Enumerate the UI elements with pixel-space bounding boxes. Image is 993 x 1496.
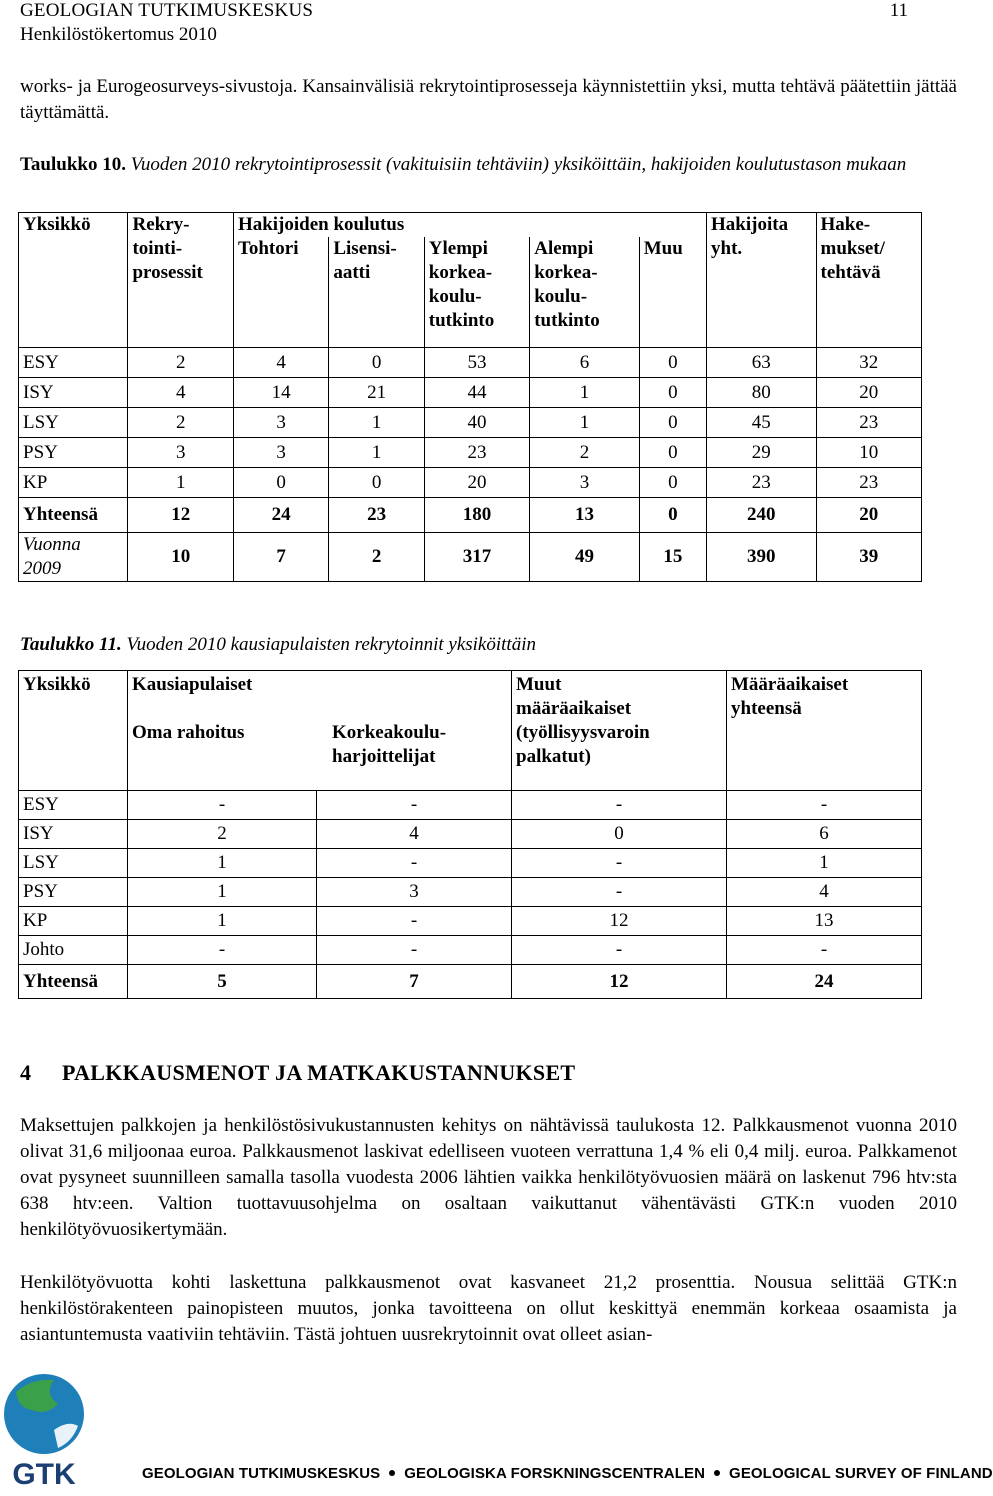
t11-header-own-funding: Oma rahoitus (132, 722, 245, 743)
t10-cell-value: 1 (329, 437, 424, 467)
t11-cell-value: 1 (128, 878, 317, 907)
t10-cell-value: 2 (329, 532, 424, 581)
table11 (18, 670, 922, 999)
intro-paragraph: works- ja Eurogeosurveys-sivustoja. Kansainvälisiä rekrytointiprosesseja käynnistettiin yksi, mutta tehtävä päätettiin jättää täyttämättä. (20, 76, 957, 123)
t11-cell-value: - (128, 791, 317, 820)
t10-cell-value: 20 (816, 377, 922, 407)
t11-cell-value: - (512, 878, 727, 907)
t10-cell-value: 24 (233, 497, 328, 532)
t11-cell-value: - (512, 936, 727, 965)
t11-cell-value: - (727, 791, 922, 820)
section-number: 4 (20, 1060, 32, 1085)
t11-cell-value: - (317, 849, 512, 878)
t10-cell-value: 10 (128, 532, 233, 581)
t10-header-total-applicants: Hakijoita yht. (707, 213, 816, 348)
t10-cell-value: 0 (233, 467, 328, 497)
t10-cell-value: 2 (128, 347, 233, 377)
t11-cell-value: 12 (512, 907, 727, 936)
t10-header-doctor: Tohtori (233, 237, 328, 347)
t10-cell-value: 0 (639, 377, 706, 407)
t11-cell-value: 24 (727, 965, 922, 999)
t10-cell-value: 0 (639, 467, 706, 497)
t10-cell-unit: KP (19, 467, 128, 497)
t10-cell-value: 1 (329, 407, 424, 437)
t10-cell-value: 180 (424, 497, 529, 532)
t11-header-interns: Korkeakoulu- harjoittelijat (332, 722, 447, 767)
t11-cell-value: 12 (512, 965, 727, 999)
t10-cell-unit: Yhteensä (19, 497, 128, 532)
t10-cell-value: 0 (639, 347, 706, 377)
t10-cell-value: 45 (707, 407, 816, 437)
t10-cell-value: 44 (424, 377, 529, 407)
t10-cell-value: 53 (424, 347, 529, 377)
t10-cell-value: 4 (128, 377, 233, 407)
t11-header-unit: Yksikkö (19, 671, 128, 791)
footer-name-sv: GEOLOGISKA FORSKNINGSCENTRALEN (404, 1465, 706, 1482)
t10-cell-value: 39 (816, 532, 922, 581)
t11-cell-value: - (317, 791, 512, 820)
t11-cell-value: - (317, 936, 512, 965)
t11-cell-unit: Johto (19, 936, 128, 965)
t10-cell-value: 0 (639, 497, 706, 532)
footer-org-names (142, 1465, 993, 1482)
header-org: GEOLOGIAN TUTKIMUSKESKUS (20, 0, 314, 21)
table10 (18, 212, 922, 582)
t10-cell-value: 80 (707, 377, 816, 407)
t10-cell-value: 4 (233, 347, 328, 377)
t11-row (19, 820, 922, 849)
t11-cell-value: 3 (317, 878, 512, 907)
t10-cell-value: 0 (639, 437, 706, 467)
t10-cell-value: 2 (128, 407, 233, 437)
footer-bullet (389, 1470, 395, 1476)
table10-caption (20, 152, 957, 178)
footer-name-en: GEOLOGICAL SURVEY OF FINLAND (729, 1465, 993, 1482)
t10-cell-value: 15 (639, 532, 706, 581)
t11-row (19, 849, 922, 878)
t10-cell-value: 3 (233, 437, 328, 467)
t11-cell-unit: Yhteensä (19, 965, 128, 999)
t10-cell-value: 3 (128, 437, 233, 467)
t11-cell-value: 1 (128, 907, 317, 936)
t11-total-row (19, 965, 922, 999)
t10-cell-value: 1 (530, 407, 639, 437)
t10-header-higher-degree: Ylempi korkea- koulu- tutkinto (424, 237, 529, 347)
t11-cell-value: 4 (317, 820, 512, 849)
t11-cell-value: 7 (317, 965, 512, 999)
t11-header-fixed-term-total: Määräaikaiset yhteensä (727, 671, 922, 791)
t10-header-other: Muu (639, 237, 706, 347)
table10-caption-text: Vuoden 2010 rekrytointiprosessit (vakituisiin tehtäviin) yksiköittäin, hakijoiden koulutustason mukaan (130, 154, 907, 175)
t10-cell-value: 63 (707, 347, 816, 377)
body-paragraph-1: Maksettujen palkkojen ja henkilöstösivukustannusten kehitys on nähtävissä taulukosta 12. Palkkausmenot vuonna 2010 olivat 31,6 miljoonaa euroa. Palkkausmenot laskivat edelliseen vuoteen verrattuna 1,4 % eli 0,4 milj. euroa. Palkkamenot ovat pysyneet suunnilleen samalla tasolla vuodesta 2006 lähtien vaikka henkilötyövuosien määrä on laskenut 796 htv:sta 638 htv:een. Valtion tuottavuusohjelma on osaltaan vaikuttanut vähentävästi GTK:n vuoden 2010 henkilötyövuosikertymään. (20, 1115, 957, 1240)
t10-cell-value: 10 (816, 437, 922, 467)
t10-header-applications-per-post: Hake- mukset/ tehtävä (816, 213, 922, 348)
t11-row (19, 791, 922, 820)
t10-header-education: Hakijoiden koulutus (233, 213, 706, 238)
t10-header-licentiate: Lisensi- aatti (329, 237, 424, 347)
section-heading (20, 1060, 575, 1086)
t10-cell-value: 23 (424, 437, 529, 467)
t10-row (19, 407, 922, 437)
t11-header-seasonal (128, 671, 512, 791)
t10-cell-value: 1 (530, 377, 639, 407)
t11-header-seasonal-label: Kausiapulaiset (132, 674, 253, 695)
t11-cell-value: - (727, 936, 922, 965)
t10-row (19, 377, 922, 407)
footer-name-fi: GEOLOGIAN TUTKIMUSKESKUS (142, 1465, 381, 1482)
t10-cell-unit: PSY (19, 437, 128, 467)
t11-header-other-fixed-term: Muut määräaikaiset (työllisyysvaroin palkatut) (512, 671, 727, 791)
table11-caption-text: Vuoden 2010 kausiapulaisten rekrytoinnit yksiköittäin (126, 634, 536, 655)
t10-cell-unit: ESY (19, 347, 128, 377)
t10-total-row (19, 497, 922, 532)
t11-cell-value: - (128, 936, 317, 965)
t10-cell-value: 12 (128, 497, 233, 532)
table11-caption-label: Taulukko 11. (20, 634, 122, 655)
t10-cell-value: 240 (707, 497, 816, 532)
t10-cell-value: 1 (128, 467, 233, 497)
t11-cell-value: - (512, 849, 727, 878)
t10-cell-unit: Vuonna 2009 (19, 532, 128, 581)
section-title: PALKKAUSMENOT JA MATKAKUSTANNUKSET (62, 1060, 576, 1085)
t10-cell-value: 20 (816, 497, 922, 532)
t10-cell-value: 32 (816, 347, 922, 377)
t11-cell-value: 13 (727, 907, 922, 936)
t10-cell-unit: ISY (19, 377, 128, 407)
t10-cell-value: 390 (707, 532, 816, 581)
t10-cell-value: 49 (530, 532, 639, 581)
t10-cell-value: 2 (530, 437, 639, 467)
t11-row (19, 878, 922, 907)
t10-cell-value: 0 (329, 347, 424, 377)
t11-cell-value: 6 (727, 820, 922, 849)
t10-cell-value: 0 (639, 407, 706, 437)
t10-cell-value: 0 (329, 467, 424, 497)
footer-bullet (714, 1470, 720, 1476)
t11-cell-value: 5 (128, 965, 317, 999)
t10-row (19, 437, 922, 467)
t10-cell-value: 14 (233, 377, 328, 407)
t11-cell-value: - (317, 907, 512, 936)
t10-cell-value: 23 (329, 497, 424, 532)
t11-cell-unit: ISY (19, 820, 128, 849)
header-report-title: Henkilöstökertomus 2010 (20, 24, 217, 45)
t11-cell-value: 2 (128, 820, 317, 849)
t10-cell-value: 23 (816, 407, 922, 437)
t10-cell-value: 7 (233, 532, 328, 581)
t10-cell-value: 3 (530, 467, 639, 497)
t10-prev-year-row (19, 532, 922, 581)
t11-cell-value: 1 (727, 849, 922, 878)
table11-caption (20, 632, 957, 658)
t10-cell-value: 6 (530, 347, 639, 377)
t10-cell-value: 3 (233, 407, 328, 437)
t10-cell-unit: LSY (19, 407, 128, 437)
t11-row (19, 907, 922, 936)
t11-cell-unit: PSY (19, 878, 128, 907)
t10-header-unit: Yksikkö (19, 213, 128, 348)
t10-header-lower-degree: Alempi korkea- koulu- tutkinto (530, 237, 639, 347)
gtk-logo (2, 1370, 86, 1492)
t11-cell-value: 1 (128, 849, 317, 878)
t11-cell-value: - (512, 791, 727, 820)
t10-cell-value: 13 (530, 497, 639, 532)
table10-caption-label: Taulukko 10. (20, 154, 126, 175)
t10-cell-value: 23 (707, 467, 816, 497)
t11-cell-unit: LSY (19, 849, 128, 878)
t10-cell-value: 23 (816, 467, 922, 497)
t10-row (19, 467, 922, 497)
t10-cell-value: 20 (424, 467, 529, 497)
t10-cell-value: 40 (424, 407, 529, 437)
t10-cell-value: 21 (329, 377, 424, 407)
body-paragraph-2: Henkilötyövuotta kohti laskettuna palkkausmenot ovat kasvaneet 21,2 prosenttia. Nousua selittää GTK:n henkilöstörakenteen painopisteen muutos, jonka tavoitteena on ollut keskittyä enemmän korkeaa osaamista ja asiantuntemusta vaativiin tehtäviin. Tästä johtuen uusrekrytoinnit ovat olleet asian- (20, 1272, 957, 1345)
t10-cell-value: 317 (424, 532, 529, 581)
t11-cell-value: 4 (727, 878, 922, 907)
t11-cell-unit: KP (19, 907, 128, 936)
t10-row (19, 347, 922, 377)
t11-cell-value: 0 (512, 820, 727, 849)
t11-row (19, 936, 922, 965)
t11-cell-unit: ESY (19, 791, 128, 820)
t10-header-process: Rekry- tointi- prosessit (128, 213, 233, 348)
logo-text: GTK (12, 1458, 76, 1491)
t10-cell-value: 29 (707, 437, 816, 467)
page-number: 11 (889, 0, 908, 21)
